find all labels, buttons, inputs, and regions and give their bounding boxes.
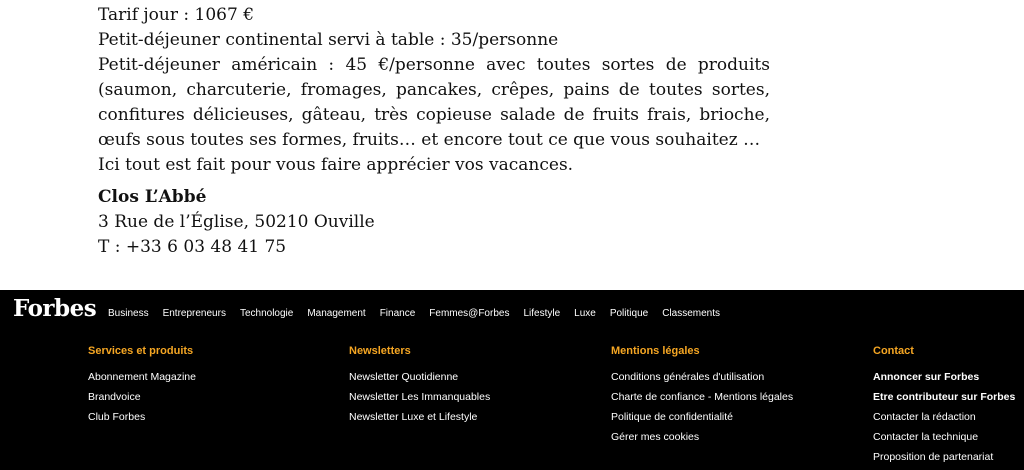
link-brandvoice[interactable]: Brandvoice — [88, 391, 141, 403]
nav-entrepreneurs[interactable]: Entrepreneurs — [162, 308, 226, 319]
link-charte-confiance[interactable]: Charte de confiance - Mentions légales — [611, 391, 794, 403]
link-contributeur[interactable]: Etre contributeur sur Forbes — [873, 391, 1016, 403]
article-body — [98, 3, 770, 260]
footer-column-services — [88, 345, 196, 424]
footer-column-contact — [873, 345, 1015, 464]
continental-breakfast: Petit-déjeuner continental servi à table : 35/personne — [98, 30, 559, 50]
link-newsletter-immanquables[interactable]: Newsletter Les Immanquables — [349, 391, 491, 403]
column-title: Contact — [873, 345, 914, 357]
link-club-forbes[interactable]: Club Forbes — [88, 411, 146, 423]
link-newsletter-luxe-lifestyle[interactable]: Newsletter Luxe et Lifestyle — [349, 411, 478, 423]
nav-femmes-forbes[interactable]: Femmes@Forbes — [429, 308, 510, 319]
venue-address: 3 Rue de l’Église, 50210 Ouville — [98, 212, 375, 232]
column-title: Newsletters — [349, 345, 411, 357]
link-proposition-partenariat[interactable]: Proposition de partenariat — [873, 451, 994, 463]
american-breakfast: Petit-déjeuner américain : 45 €/personne avec toutes sortes de produits (saumon, charcuterie, fromages, pancakes, crêpes, pains de toutes sortes, confitures délicieuses, gâteau, très copieuse salade de fruits frais, brioche, œufs sous toutes ses formes, fruits… et encore tout ce que vous souhaitez … — [98, 55, 770, 150]
venue-phone: T : +33 6 03 48 41 75 — [98, 237, 287, 257]
link-gerer-cookies[interactable]: Gérer mes cookies — [611, 431, 700, 443]
site-footer — [0, 290, 1024, 470]
nav-classements[interactable]: Classements — [662, 308, 720, 319]
footer-column-mentions — [611, 345, 793, 444]
closing-sentence: Ici tout est fait pour vous faire apprécier vos vacances. — [98, 155, 574, 175]
nav-finance[interactable]: Finance — [379, 308, 416, 319]
nav-management[interactable]: Management — [307, 308, 366, 319]
link-abonnement-magazine[interactable]: Abonnement Magazine — [88, 371, 196, 383]
link-contacter-technique[interactable]: Contacter la technique — [873, 431, 979, 443]
nav-lifestyle[interactable]: Lifestyle — [523, 308, 561, 319]
column-title: Services et produits — [88, 345, 194, 357]
nav-luxe[interactable]: Luxe — [574, 308, 596, 319]
forbes-logo[interactable]: Forbes — [13, 295, 97, 322]
nav-business[interactable]: Business — [108, 308, 149, 319]
footer-column-newsletters — [349, 345, 490, 424]
link-cgu[interactable]: Conditions générales d'utilisation — [611, 371, 765, 383]
column-title: Mentions légales — [611, 345, 700, 357]
nav-politique[interactable]: Politique — [609, 308, 649, 319]
nav-technologie[interactable]: Technologie — [239, 308, 294, 319]
link-newsletter-quotidienne[interactable]: Newsletter Quotidienne — [349, 371, 459, 383]
footer-nav — [108, 308, 720, 319]
daily-rate: Tarif jour : 1067 € — [98, 5, 255, 25]
link-annoncer[interactable]: Annoncer sur Forbes — [873, 371, 980, 383]
venue-name: Clos L’Abbé — [98, 187, 207, 207]
link-politique-confidentialite[interactable]: Politique de confidentialité — [611, 411, 734, 423]
link-contacter-redaction[interactable]: Contacter la rédaction — [873, 411, 976, 423]
